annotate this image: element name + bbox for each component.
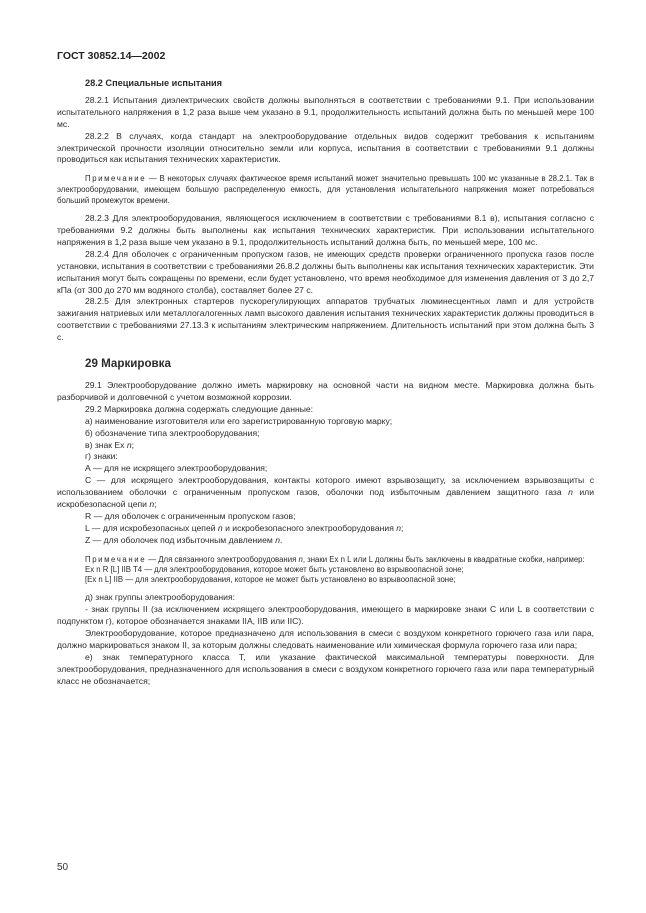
sign-z-text: Z — для оболочек под избыточным давлением (85, 534, 276, 545)
marking-example-1: Ex n R [L] IIB T4 — для электрооборудования, которое может быть установлено во взрывоопасной зоне; (85, 565, 464, 575)
paragraph-28-2-2: 28.2.2 В случаях, когда стандарт на электрооборудование отдельных видов содержит требования к испытаниям электрической прочности изоляции относительно земли или корпуса, испытания в соответствии с требованиями 9.1 должны проводиться как испытания технических характеристик. (57, 130, 594, 165)
sign-c (57, 475, 594, 511)
note-2 (57, 555, 594, 566)
paragraph-28-2-1: 28.2.1 Испытания диэлектрических свойств должны выполняться в соответствии с требованиями 9.1. При использовании испытательного напряжения в 1,2 раза выше чем указано в 9.1, продолжительность испытаний должна быть по меньшей мере 100 мс. (57, 94, 594, 129)
punct: ; (401, 522, 404, 533)
list-item-v (57, 440, 594, 452)
italic-n: n (149, 499, 155, 510)
page-number: 50 (57, 862, 69, 873)
list-item-v-text: в) знак Ex (85, 439, 127, 450)
sign-z (57, 535, 594, 547)
sign-l-text: L — для искробезопасных цепей (85, 522, 218, 533)
list-item-b: б) обозначение типа электрооборудования; (85, 427, 260, 438)
sign-l (57, 523, 594, 535)
sign-a: А — для не искрящего электрооборудования; (85, 463, 268, 474)
note-text: — Для связанного электрооборудования (146, 554, 299, 564)
paragraph-29-2: 29.2 Маркировка должна содержать следующие данные: (85, 403, 314, 414)
sign-r: R — для оболочек с ограниченным пропуском газов; (85, 510, 296, 521)
sign-l-mid: и искробезопасного электрооборудования (222, 522, 397, 533)
list-item-g: г) знаки: (85, 451, 118, 462)
punct: . (279, 534, 283, 545)
note-label: Примечание (85, 174, 147, 184)
italic-n: n (396, 522, 402, 533)
section-heading-29: 29 Маркировка (85, 357, 171, 371)
section-heading-28-2: 28.2 Специальные испытания (85, 78, 222, 88)
list-item-a: а) наименование изготовителя или его зарегистрированную торговую марку; (85, 415, 393, 426)
italic-n: n (275, 534, 280, 545)
italic-n: n (217, 522, 223, 533)
list-item-e: е) знак температурного класса Т, или указание фактической максимальной температуры поверхности. Для электрооборудования, предназначенного для использования в смеси с воздухом конкретного горючего газа или пара температурный класс не обозначается; (57, 652, 594, 686)
document-header: ГОСТ 30852.14—2002 (57, 50, 166, 62)
italic-n: n (298, 554, 303, 564)
marking-example-2: [Ex n L] IIB — для электрооборудования, которое не может быть установлено во взрывоопасной зоне; (85, 574, 456, 584)
paragraph-28-2-5: 28.2.5 Для электронных стартеров пускорегулирующих аппаратов трубчатых люминесцентных ламп и для устройств зажигания натриевых или металлогалогенных ламп высокого давления испытания технических характеристик должны проводиться в соответствии с требованиями 27.13.3 к испытаниям электрическим напряжением. Длительность испытаний при этом должна быть 3 с. (57, 296, 594, 343)
list-item-d: д) знак группы электрооборудования: (85, 592, 236, 603)
sign-c-mid: или искробезопасной цепи (57, 487, 594, 510)
punct: ; (131, 439, 135, 450)
note-label: Примечание (85, 554, 147, 564)
paragraph-28-2-3: 28.2.3 Для электрооборудования, являющегося исключением в соответствии с требованиями 8.1 в), испытания согласно с требованиями 9.2 должны быть выполнены как испытания технических характеристик. При использовании испытательного напряжения в 1,2 раза выше чем указано в 9.1, продолжительность испытаний должна быть, по меньшей мере, 100 мс. (57, 213, 594, 247)
sign-c-text: С — для искрящего электрооборудования, контакты которого имеют взрывозащиту, за исключением взрывозащиты с использованием оболочки с ограниченным пропуском газов, оболочки под избыточным давлением защитного газа (57, 475, 594, 498)
note-text: — В некоторых случаях фактическое время испытаний может значительно превышать 100 мс указанные в 28.2.1. Так в электрооборудовании, имеющем большую распределенную емкость, для установления испытательного напряжения может потребоваться больший промежуток времени. (57, 174, 594, 205)
list-item-d-2: Электрооборудование, которое предназначено для использования в смеси с воздухом конкретного горючего газа или пара, должно маркироваться знаком II, за которым должны следовать наименование или химическая формула горючего газа или пара; (57, 628, 594, 651)
note-1 (57, 174, 594, 206)
paragraph-28-2-4: 28.2.4 Для оболочек с ограниченным пропуском газов, не имеющих средств проверки ограниченного пропуска газов после установки, испытания в соответствии с требованиями 26.8.2 должны быть выполнены как испытания технических характеристик. Эти испытания могут быть сокращены по времени, если будет установлено, что время необходимое для изменения давления от 3 до 2,7 кПа (от 300 до 270 мм водяного столба), составляет более 27 с. (57, 248, 594, 295)
punct: ; (154, 499, 157, 510)
list-item-d-1: - знак группы II (за исключением искрящего электрооборудования, имеющего в маркировке знаки С или L в соответствии с подпунктом г), которое обозначается знаками IIA, IIB или IIC). (57, 604, 594, 627)
document-body (57, 78, 594, 688)
italic-n: n (126, 439, 132, 450)
italic-n: n (568, 487, 573, 498)
note-text-cont: , знаки Ex n L или L должны быть заключены в квадратные скобки, например: (302, 554, 585, 564)
paragraph-29-1: 29.1 Электрооборудование должно иметь маркировку на основной части на видном месте. Маркировка должна быть разборчивой и долговечной с учетом возможной коррозии. (57, 380, 594, 402)
